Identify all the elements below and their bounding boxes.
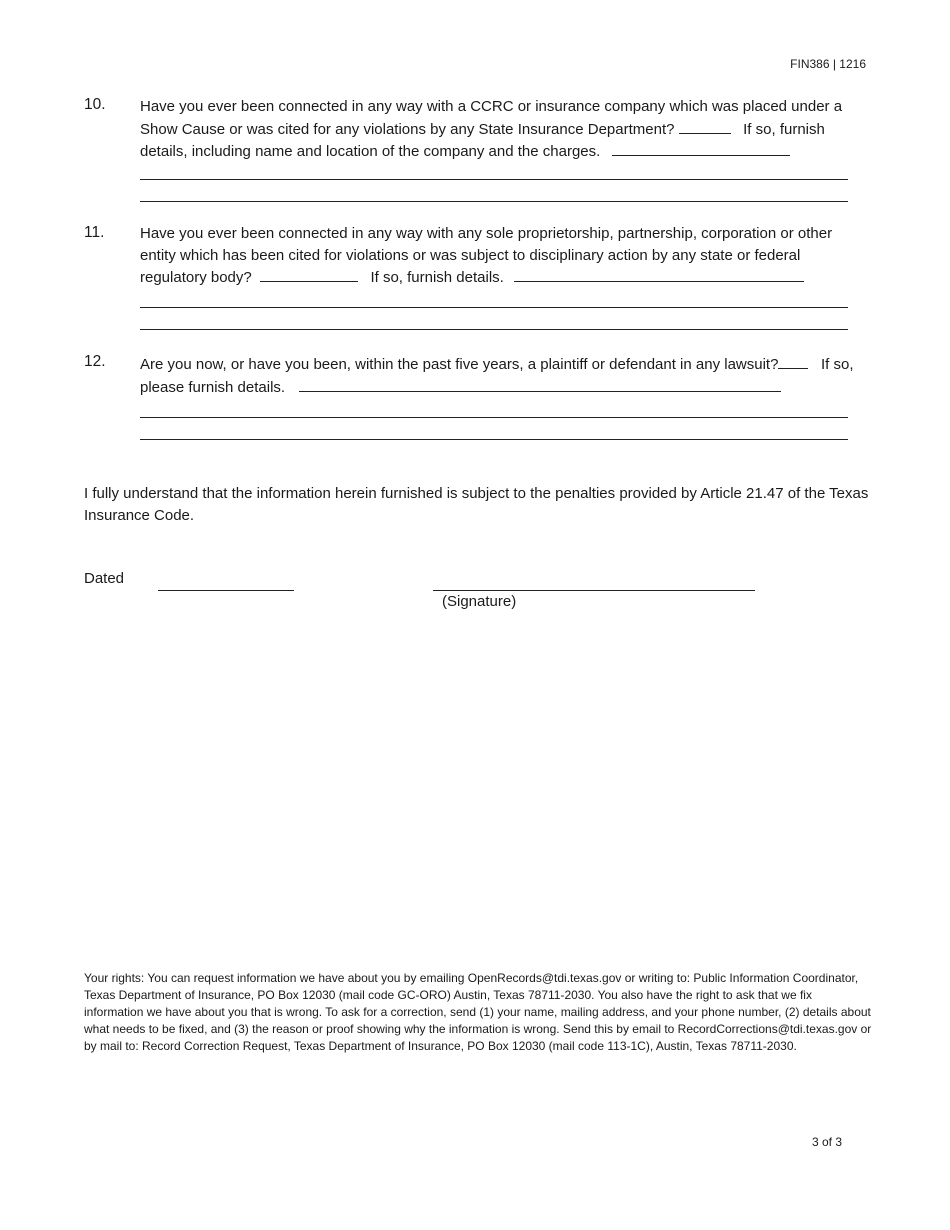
- signature-label: (Signature): [442, 593, 517, 610]
- question-12-text: [140, 353, 868, 398]
- answer-field-q10[interactable]: [679, 118, 731, 134]
- question-10-text: [140, 96, 868, 163]
- question-text: Have you ever been connected in any way with a CCRC or insurance company which was placed under a Show Cause or was cited for any violations by any State Insurance Department?: [140, 98, 843, 138]
- question-text: Have you ever been connected in any way with any sole proprietorship, partnership, corporation or other entity which has been cited for violations or was subject to disciplinary action by any state or federal regulatory body?: [140, 225, 833, 286]
- answer-field-q11[interactable]: [260, 266, 358, 282]
- signature-field[interactable]: [433, 590, 755, 591]
- question-number: 12.: [84, 353, 106, 370]
- details-field-q12[interactable]: [299, 376, 781, 392]
- question-followup: If so, furnish details.: [370, 269, 504, 286]
- details-field-q11[interactable]: [514, 266, 804, 282]
- question-followup: If so, please furnish details.: [140, 356, 854, 396]
- question-followup: If so, furnish details, including name and location of the company and the charges.: [140, 120, 825, 160]
- declaration-text: I fully understand that the information herein furnished is subject to the penalties provided by Article 21.47 of the Texas Insurance Code.: [84, 485, 869, 524]
- answer-field-q12[interactable]: [778, 353, 808, 369]
- question-11-text: [140, 223, 868, 289]
- details-line-q10[interactable]: [140, 179, 848, 180]
- question-number: 11.: [84, 224, 105, 241]
- details-line-q11[interactable]: [140, 307, 848, 308]
- page-number: 3 of 3: [811, 1135, 842, 1149]
- rights-notice: Your rights: You can request information we have about you by emailing OpenRecords@tdi.texas.gov or writing to: Public Information Coordinator, Texas Department of Insurance, PO Box 12030 (mail code GC-ORO) Austin, Texas 78711-2030. You also have the right to ask that we fix information we have about you that is wrong. To ask for a correction, send (1) your name, mailing address, and your phone number, (2) details about what needs to be fixed, and (3) the reason or proof showing why the information is wrong. Send this by email to RecordCorrections@tdi.texas.gov or by mail to: Record Correction Request, Texas Department of Insurance, PO Box 12030 (mail code 113-1C), Austin, Texas 78711-2030.: [84, 971, 872, 1053]
- dated-label: Dated: [84, 570, 125, 587]
- dated-field[interactable]: [158, 590, 294, 591]
- details-line-q11[interactable]: [140, 329, 848, 330]
- details-line-q12[interactable]: [140, 439, 848, 440]
- details-line-q12[interactable]: [140, 417, 848, 418]
- details-field-q10[interactable]: [612, 140, 790, 156]
- question-number: 10.: [84, 96, 106, 113]
- form-id: FIN386 | 1216: [790, 57, 866, 71]
- question-text: Are you now, or have you been, within the past five years, a plaintiff or defendant in any lawsuit?: [140, 356, 779, 373]
- details-line-q10[interactable]: [140, 201, 848, 202]
